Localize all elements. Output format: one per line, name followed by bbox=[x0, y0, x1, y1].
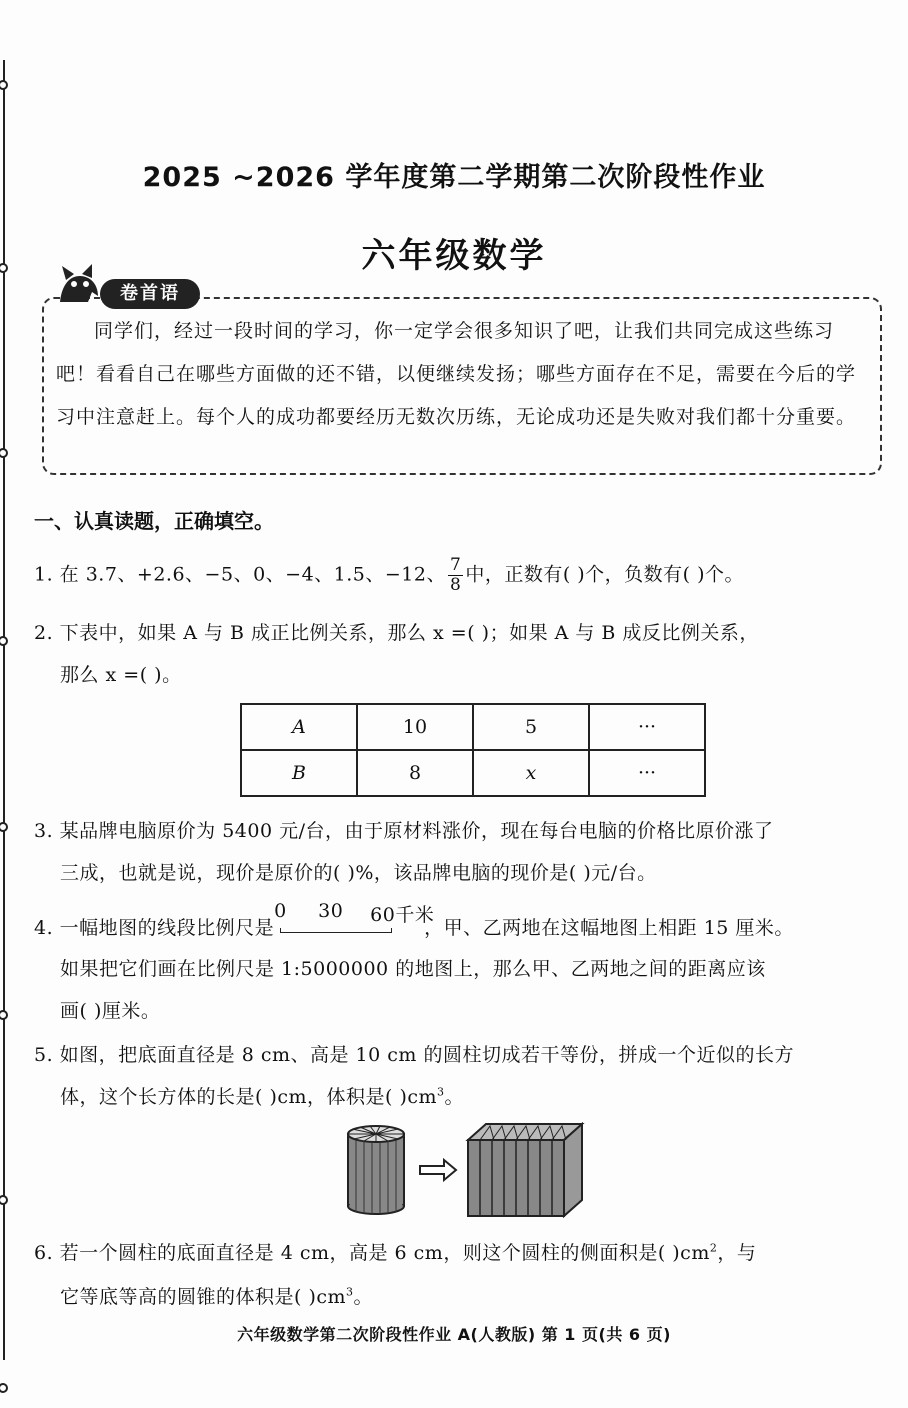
question-6-text-2: 它等底等高的圆锥的体积是( )cm bbox=[60, 1286, 347, 1308]
exam-subtitle: 六年级数学 bbox=[361, 236, 547, 276]
question-6-text: 6. 若一个圆柱的底面直径是 4 cm，高是 6 cm，则这个圆柱的侧面积是( )cm bbox=[34, 1242, 710, 1264]
scale-label: 30 bbox=[318, 900, 344, 922]
table-cell: 8 bbox=[357, 750, 473, 796]
question-5-end: 。 bbox=[444, 1086, 465, 1108]
binding-hole bbox=[0, 822, 8, 832]
binding-hole bbox=[0, 80, 8, 90]
section-heading: 一、认真读题，正确填空。 bbox=[34, 509, 274, 533]
question-4-line-3: 画( )厘米。 bbox=[60, 1000, 161, 1022]
table-cell: x bbox=[473, 750, 589, 796]
scale-label: 0 bbox=[274, 900, 287, 922]
binding-hole bbox=[0, 448, 8, 458]
table-cell: ··· bbox=[589, 704, 705, 750]
question-6-end: 。 bbox=[353, 1286, 374, 1308]
exponent: 2 bbox=[709, 1241, 718, 1255]
preface-badge: 卷首语 bbox=[100, 279, 200, 309]
exam-title: 2025 ~2026 学年度第二学期第二次阶段性作业 bbox=[142, 162, 766, 193]
fraction-denominator: 8 bbox=[449, 575, 462, 595]
question-4-line-2: 如果把它们画在比例尺是 1:5000000 的地图上，那么甲、乙两地之间的距离应该 bbox=[60, 958, 766, 980]
exponent: 3 bbox=[437, 1085, 445, 1099]
exponent: 3 bbox=[346, 1285, 354, 1299]
table-cell: 10 bbox=[357, 704, 473, 750]
table-cell: 5 bbox=[473, 704, 589, 750]
fraction bbox=[448, 556, 463, 595]
scale-bar bbox=[274, 900, 435, 938]
question-5-text: 体，这个长方体的长是( )cm，体积是( )cm bbox=[60, 1086, 438, 1108]
cylinder-icon bbox=[348, 1126, 404, 1214]
question-4-prefix: 4. 一幅地图的线段比例尺是 bbox=[34, 917, 275, 939]
question-6-line-1 bbox=[34, 1238, 756, 1265]
question-5-line-1: 5. 如图，把底面直径是 8 cm、高是 10 cm 的圆柱切成若干等份，拼成一个近似的长方 bbox=[34, 1044, 794, 1066]
question-6-mid: ，与 bbox=[717, 1242, 757, 1264]
scale-line bbox=[280, 928, 392, 933]
question-1 bbox=[34, 556, 744, 595]
cuboid-icon bbox=[468, 1124, 582, 1216]
table-row bbox=[241, 704, 705, 750]
table-cell: ··· bbox=[589, 750, 705, 796]
question-2-line-2: 那么 x =( )。 bbox=[60, 664, 182, 686]
page-footer: 六年级数学第二次阶段性作业 A(人教版) 第 1 页(共 6 页) bbox=[237, 1325, 671, 1344]
table-cell: B bbox=[241, 750, 357, 796]
question-1-prefix: 1. 在 3.7、+2.6、−5、0、−4、1.5、−12、 bbox=[34, 563, 446, 586]
cylinder-to-cuboid-figure bbox=[340, 1122, 590, 1218]
question-1-suffix: 中，正数有( )个，负数有( )个。 bbox=[465, 563, 745, 586]
question-2-line-1: 2. 下表中，如果 A 与 B 成正比例关系，那么 x =( )；如果 A 与 B 成反比例关系， bbox=[34, 622, 759, 644]
proportion-table bbox=[240, 703, 706, 797]
question-3-line-2: 三成，也就是说，现价是原价的( )%，该品牌电脑的现价是( )元/台。 bbox=[60, 862, 657, 884]
question-4-line-1 bbox=[34, 900, 794, 940]
question-5-line-2 bbox=[60, 1082, 464, 1109]
question-4-suffix: ，甲、乙两地在这幅地图上相距 15 厘米。 bbox=[424, 917, 794, 939]
binding-hole bbox=[0, 636, 8, 646]
arrow-right-icon bbox=[420, 1160, 456, 1180]
binding-hole bbox=[0, 1383, 8, 1393]
cat-icon bbox=[52, 262, 104, 308]
question-3-line-1: 3. 某品牌电脑原价为 5400 元/台，由于原材料涨价，现在每台电脑的价格比原价涨了 bbox=[34, 820, 774, 842]
table-cell: A bbox=[241, 704, 357, 750]
preface-text: 同学们，经过一段时间的学习，你一定学会很多知识了吧，让我们共同完成这些练习吧！看看自己在哪些方面做的还不错，以便继续发扬；哪些方面存在不足，需要在今后的学习中注意赶上。每个人的成功都要经历无数次历练，无论成功还是失败对我们都十分重要。 bbox=[56, 320, 857, 428]
scale-label: 60千米 bbox=[370, 904, 435, 926]
fraction-numerator: 7 bbox=[449, 555, 462, 575]
binding-hole bbox=[0, 1195, 8, 1205]
question-6-line-2 bbox=[60, 1282, 373, 1309]
binding-hole bbox=[0, 1010, 8, 1020]
table-row bbox=[241, 750, 705, 796]
